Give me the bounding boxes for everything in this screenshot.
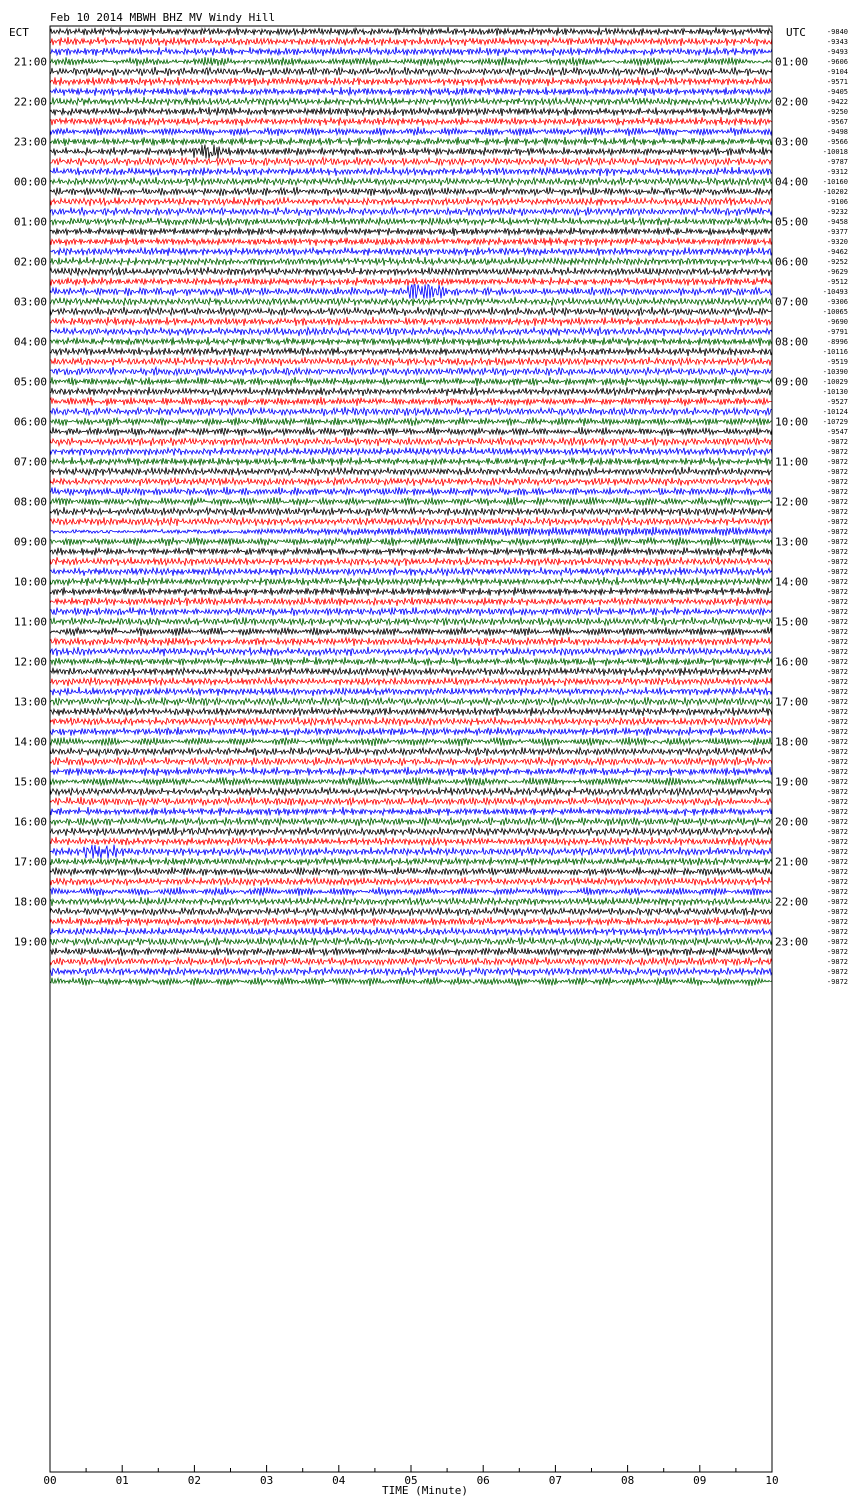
right-hour-label: 20:00 (775, 815, 809, 829)
trace-21 (50, 237, 772, 246)
right-hour-label: 13:00 (775, 535, 809, 549)
left-hour-labels (14, 56, 47, 949)
trace-47 (50, 497, 772, 506)
trace-41 (50, 437, 772, 446)
trace-83 (50, 857, 772, 866)
trace-offset-label: -9872 (826, 928, 848, 936)
trace-offset-label: -9872 (826, 938, 848, 946)
trace-offset-label: -9422 (826, 98, 848, 106)
left-hour-label: 01:00 (13, 215, 47, 229)
right-hour-label: 02:00 (775, 95, 809, 109)
trace-offset-label: -9872 (826, 888, 848, 896)
trace-offset-label: -9872 (826, 918, 848, 926)
trace-offset-label: -9872 (826, 728, 848, 736)
trace-86 (50, 887, 772, 896)
right-hour-label: 23:00 (775, 935, 809, 949)
trace-81 (50, 837, 772, 846)
x-tick-label: 06 (476, 1474, 490, 1487)
trace-58 (50, 607, 772, 616)
trace-offset-label: -9872 (826, 578, 848, 586)
trace-offset-label: -9872 (826, 688, 848, 696)
trace-offset-label: -9787 (826, 158, 848, 166)
left-hour-label: 23:00 (13, 135, 47, 149)
trace-1 (50, 37, 772, 46)
trace-79 (50, 817, 772, 826)
left-hour-label: 19:00 (13, 935, 47, 949)
trace-offset-label: -9872 (826, 598, 848, 606)
right-hour-label: 17:00 (775, 695, 809, 709)
trace-11 (50, 137, 772, 146)
trace-offset-label: -9462 (826, 248, 848, 256)
trace-offset-label: -9320 (826, 238, 848, 246)
trace-89 (50, 917, 772, 926)
trace-95 (50, 977, 772, 986)
trace-56 (50, 587, 772, 596)
left-hour-label: 17:00 (13, 855, 47, 869)
trace-61 (50, 637, 772, 646)
right-hour-label: 14:00 (775, 575, 809, 589)
trace-32 (50, 347, 772, 356)
trace-offset-label: -9690 (826, 318, 848, 326)
trace-offset-label: -9106 (826, 198, 848, 206)
trace-offset-label: -9872 (826, 548, 848, 556)
trace-75 (50, 777, 772, 786)
trace-offset-label: -9512 (826, 278, 848, 286)
trace-94 (50, 967, 772, 976)
trace-31 (50, 337, 772, 346)
trace-51 (50, 537, 772, 546)
trace-offset-label: -9405 (826, 88, 848, 96)
left-hour-label: 02:00 (13, 255, 47, 269)
trace-68 (50, 707, 772, 716)
trace-34 (50, 367, 772, 376)
right-hour-label: 01:00 (775, 55, 809, 69)
trace-offset-label: -10202 (822, 188, 848, 196)
right-hour-label: 04:00 (775, 175, 809, 189)
trace-offset-label: -9872 (826, 878, 848, 886)
trace-offset-label: -9872 (826, 868, 848, 876)
trace-25 (50, 277, 772, 286)
trace-offset-label: -9872 (826, 498, 848, 506)
trace-64 (50, 667, 772, 676)
right-hour-label: 22:00 (775, 895, 809, 909)
left-hour-label: 04:00 (13, 335, 47, 349)
trace-60 (50, 627, 772, 636)
x-tick-label: 03 (259, 1474, 274, 1487)
right-hour-label: 12:00 (775, 495, 809, 509)
trace-10 (50, 127, 772, 136)
right-hour-labels (775, 56, 808, 949)
trace-33 (50, 357, 772, 366)
trace-59 (50, 617, 772, 626)
trace-80 (50, 827, 772, 836)
trace-46 (50, 487, 772, 496)
trace-6 (50, 87, 772, 96)
trace-offset-label: -9567 (826, 118, 848, 126)
right-hour-label: 21:00 (775, 855, 809, 869)
trace-2 (50, 47, 772, 56)
trace-offset-label: -9872 (826, 948, 848, 956)
trace-28 (50, 307, 772, 316)
right-hour-label: 07:00 (775, 295, 809, 309)
trace-42 (50, 447, 772, 456)
trace-4 (50, 67, 772, 76)
right-timezone-label: UTC (786, 26, 806, 39)
trace-14 (50, 167, 772, 176)
trace-offset-label: -9872 (826, 608, 848, 616)
seismic-traces (50, 27, 772, 986)
trace-38 (50, 407, 772, 416)
left-hour-label: 14:00 (13, 735, 47, 749)
trace-offset-label: -9547 (826, 428, 848, 436)
x-tick-label: 02 (187, 1474, 202, 1487)
trace-54 (50, 567, 772, 576)
trace-offset-label: -9606 (826, 58, 848, 66)
trace-offset-labels (823, 28, 848, 986)
trace-offset-label: -10018 (822, 148, 848, 156)
trace-17 (50, 197, 772, 206)
trace-29 (50, 317, 772, 326)
trace-offset-label: -9872 (826, 958, 848, 966)
trace-offset-label: -9250 (826, 108, 848, 116)
trace-offset-label: -9791 (826, 328, 848, 336)
trace-43 (50, 457, 772, 466)
trace-offset-label: -9872 (826, 738, 848, 746)
trace-offset-label: -9872 (826, 658, 848, 666)
right-hour-label: 10:00 (775, 415, 809, 429)
trace-offset-label: -9872 (826, 808, 848, 816)
trace-offset-label: -10029 (822, 378, 848, 386)
trace-9 (50, 117, 772, 126)
trace-offset-label: -9872 (826, 818, 848, 826)
trace-39 (50, 417, 772, 426)
trace-26 (50, 285, 772, 299)
trace-offset-label: -9872 (826, 968, 848, 976)
trace-37 (50, 397, 772, 406)
trace-15 (50, 177, 772, 186)
trace-87 (50, 897, 772, 906)
trace-offset-label: -8996 (826, 338, 848, 346)
trace-offset-label: -9566 (826, 138, 848, 146)
left-hour-label: 18:00 (13, 895, 47, 909)
trace-offset-label: -9252 (826, 258, 848, 266)
trace-88 (50, 907, 772, 916)
trace-40 (50, 427, 772, 436)
trace-offset-label: -9872 (826, 828, 848, 836)
trace-offset-label: -9571 (826, 78, 848, 86)
right-hour-label: 15:00 (775, 615, 809, 629)
trace-offset-label: -9519 (826, 358, 848, 366)
trace-48 (50, 507, 772, 516)
trace-22 (50, 247, 772, 256)
trace-93 (50, 957, 772, 966)
left-hour-label: 00:00 (13, 175, 47, 189)
trace-offset-label: -9872 (826, 468, 848, 476)
trace-57 (50, 597, 772, 606)
trace-offset-label: -9872 (826, 528, 848, 536)
trace-23 (50, 257, 772, 266)
right-hour-label: 08:00 (775, 335, 809, 349)
trace-offset-label: -10065 (822, 308, 848, 316)
trace-offset-label: -9872 (826, 508, 848, 516)
x-tick-label: 07 (548, 1474, 563, 1487)
trace-69 (50, 717, 772, 726)
right-hour-label: 03:00 (775, 135, 809, 149)
left-hour-label: 10:00 (13, 575, 47, 589)
trace-offset-label: -9872 (826, 898, 848, 906)
trace-offset-label: -9872 (826, 488, 848, 496)
x-tick-label: 00 (43, 1474, 57, 1487)
trace-44 (50, 467, 772, 476)
trace-27 (50, 297, 772, 306)
trace-offset-label: -9872 (826, 848, 848, 856)
trace-offset-label: -9872 (826, 838, 848, 846)
trace-offset-label: -9872 (826, 708, 848, 716)
trace-offset-label: -9872 (826, 438, 848, 446)
trace-offset-label: -9312 (826, 168, 848, 176)
trace-offset-label: -9872 (826, 518, 848, 526)
trace-offset-label: -9872 (826, 978, 848, 986)
right-hour-label: 05:00 (775, 215, 809, 229)
trace-offset-label: -9872 (826, 628, 848, 636)
trace-offset-label: -9104 (826, 68, 848, 76)
trace-19 (50, 217, 772, 226)
trace-offset-label: -9498 (826, 128, 848, 136)
x-tick-label: 08 (620, 1474, 635, 1487)
trace-offset-label: -9872 (826, 568, 848, 576)
left-hour-label: 13:00 (13, 695, 47, 709)
left-hour-label: 06:00 (13, 415, 47, 429)
trace-offset-label: -9872 (826, 798, 848, 806)
trace-offset-label: -9872 (826, 618, 848, 626)
trace-offset-label: -9872 (826, 648, 848, 656)
trace-offset-label: -9872 (826, 778, 848, 786)
trace-78 (50, 807, 772, 816)
trace-62 (50, 647, 772, 656)
trace-offset-label: -10130 (822, 388, 848, 396)
trace-offset-label: -9493 (826, 48, 848, 56)
trace-76 (50, 787, 772, 796)
left-hour-label: 11:00 (13, 615, 47, 629)
trace-18 (50, 207, 772, 216)
left-hour-label: 21:00 (13, 55, 47, 69)
left-timezone-label: ECT (9, 26, 29, 39)
x-tick-label: 09 (693, 1474, 707, 1487)
trace-offset-label: -9872 (826, 458, 848, 466)
trace-66 (50, 687, 772, 696)
right-hour-label: 09:00 (775, 375, 809, 389)
x-axis-label: TIME (Minute) (381, 1484, 469, 1497)
trace-36 (50, 387, 772, 396)
trace-offset-label: -9872 (826, 758, 848, 766)
right-hour-label: 18:00 (775, 735, 809, 749)
trace-offset-label: -9872 (826, 538, 848, 546)
trace-52 (50, 547, 772, 556)
trace-offset-label: -10124 (822, 408, 848, 416)
trace-3 (50, 57, 772, 66)
right-hour-label: 16:00 (775, 655, 809, 669)
trace-offset-label: -9872 (826, 788, 848, 796)
trace-90 (50, 927, 772, 936)
trace-offset-label: -9872 (826, 668, 848, 676)
trace-7 (50, 97, 772, 106)
trace-offset-label: -9377 (826, 228, 848, 236)
left-hour-label: 16:00 (13, 815, 47, 829)
trace-35 (50, 377, 772, 386)
trace-offset-label: -9872 (826, 638, 848, 646)
trace-73 (50, 757, 772, 766)
trace-offset-label: -9232 (826, 208, 848, 216)
trace-84 (50, 867, 772, 876)
trace-67 (50, 697, 772, 706)
trace-offset-label: -10160 (822, 178, 848, 186)
trace-50 (50, 527, 772, 536)
trace-12 (50, 145, 772, 159)
trace-8 (50, 107, 772, 116)
trace-offset-label: -9458 (826, 218, 848, 226)
trace-91 (50, 937, 772, 946)
trace-offset-label: -10116 (822, 348, 848, 356)
trace-20 (50, 227, 772, 236)
right-hour-label: 19:00 (775, 775, 809, 789)
trace-offset-label: -9872 (826, 908, 848, 916)
trace-49 (50, 517, 772, 526)
trace-offset-label: -9872 (826, 748, 848, 756)
trace-offset-label: -9629 (826, 268, 848, 276)
trace-30 (50, 327, 772, 336)
trace-24 (50, 267, 772, 276)
trace-offset-label: -9343 (826, 38, 848, 46)
left-hour-label: 05:00 (13, 375, 47, 389)
left-hour-label: 22:00 (13, 95, 47, 109)
trace-offset-label: -9872 (826, 448, 848, 456)
left-hour-label: 09:00 (13, 535, 47, 549)
trace-55 (50, 577, 772, 586)
trace-53 (50, 557, 772, 566)
trace-offset-label: -9872 (826, 718, 848, 726)
trace-offset-label: -9872 (826, 558, 848, 566)
left-hour-label: 12:00 (13, 655, 47, 669)
trace-5 (50, 77, 772, 86)
trace-offset-label: -9872 (826, 678, 848, 686)
trace-92 (50, 947, 772, 956)
trace-offset-label: -10390 (822, 368, 848, 376)
trace-0 (50, 27, 772, 35)
trace-offset-label: -9306 (826, 298, 848, 306)
trace-13 (50, 157, 772, 166)
trace-offset-label: -10493 (822, 288, 848, 296)
trace-16 (50, 187, 772, 196)
x-tick-label: 01 (115, 1474, 129, 1487)
x-tick-label: 05 (404, 1474, 418, 1487)
trace-65 (50, 677, 772, 686)
trace-offset-label: -9872 (826, 858, 848, 866)
trace-offset-label: -9527 (826, 398, 848, 406)
trace-72 (50, 747, 772, 756)
right-hour-label: 06:00 (775, 255, 809, 269)
trace-85 (50, 877, 772, 886)
trace-offset-label: -9840 (826, 28, 848, 36)
trace-82 (50, 845, 772, 859)
left-hour-label: 07:00 (13, 455, 47, 469)
trace-offset-label: -10729 (822, 418, 848, 426)
trace-71 (50, 737, 772, 746)
trace-offset-label: -9872 (826, 478, 848, 486)
left-hour-label: 03:00 (13, 295, 47, 309)
left-hour-label: 15:00 (13, 775, 47, 789)
right-hour-label: 11:00 (775, 455, 809, 469)
x-tick-label: 10 (765, 1474, 779, 1487)
trace-45 (50, 477, 772, 486)
left-hour-label: 08:00 (13, 495, 47, 509)
trace-77 (50, 797, 772, 806)
chart-title: Feb 10 2014 MBWH BHZ MV Windy Hill (50, 11, 276, 24)
trace-74 (50, 767, 772, 776)
x-tick-label: 04 (332, 1474, 346, 1487)
trace-63 (50, 657, 772, 666)
trace-offset-label: -9872 (826, 588, 848, 596)
trace-offset-label: -9872 (826, 698, 848, 706)
trace-70 (50, 727, 772, 736)
trace-offset-label: -9872 (826, 768, 848, 776)
